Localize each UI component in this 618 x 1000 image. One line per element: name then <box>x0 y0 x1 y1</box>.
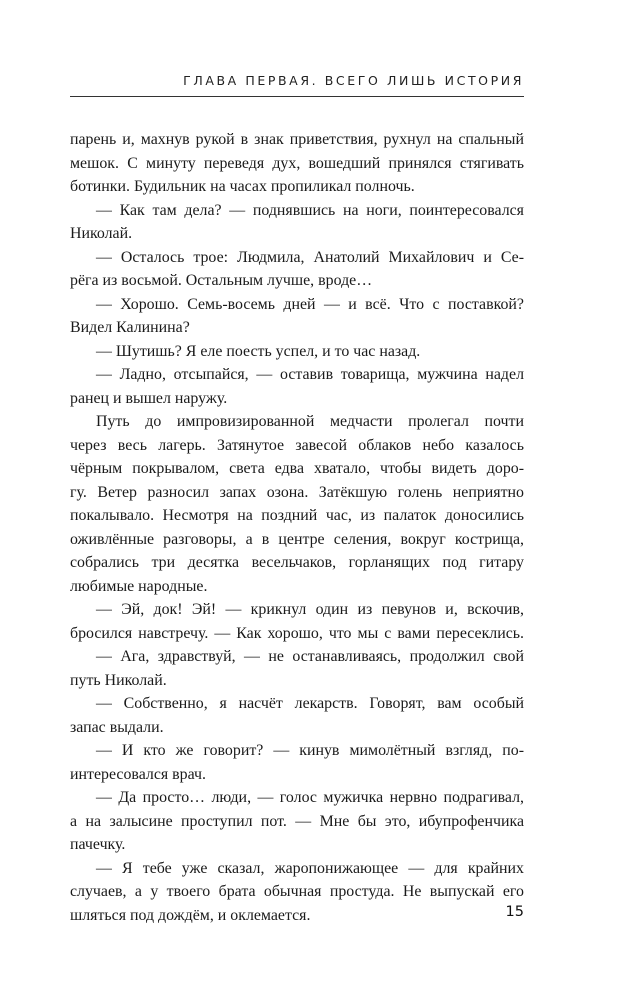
text-line: — Как там дела? — поднявшись на ноги, поинтересовался <box>96 201 524 219</box>
header-rule <box>70 96 524 97</box>
text-line: — Я тебе уже сказал, жаропонижающее — для крайних <box>96 859 524 877</box>
text-line: — Эй, док! Эй! — крикнул один из певунов и, вскочив, <box>96 601 524 618</box>
text-line: интересовался врач. <box>70 765 206 783</box>
text-line: любимые народные. <box>70 577 208 595</box>
text-line: мешок. С минуту переведя дух, вошедший принялся стягивать <box>70 154 524 172</box>
text-line: Путь до импровизированной медчасти пролегал почти <box>96 413 524 430</box>
body-text <box>70 128 524 927</box>
text-line: собрались три десятка весельчаков, горланящих под гитару <box>70 554 524 571</box>
text-line: покалывало. Несмотря на поздний час, из палаток доносились <box>70 507 524 524</box>
text-line: Николай. <box>70 225 133 242</box>
text-line: — Собственно, я насчёт лекарств. Говорят, вам особый <box>96 695 524 712</box>
text-line: случаев, а у твоего брата обычная простуда. Не выпускай его <box>70 883 524 900</box>
text-line: путь Николай. <box>70 671 167 689</box>
text-line: гу. Ветер разносил запах озона. Затёкшую голень неприятно <box>70 483 524 501</box>
page-number: 15 <box>505 904 524 920</box>
text-line: — Хорошо. Семь-восемь дней — и всё. Что с поставкой? <box>96 295 524 313</box>
text-line: рёга из восьмой. Остальным лучше, вроде… <box>70 272 373 289</box>
text-line: — Осталось трое: Людмила, Анатолий Михайлович и Се- <box>96 248 524 266</box>
text-line: бросился навстречу. — Как хорошо, что мы с вами пересеклись. <box>70 624 524 642</box>
text-line: чёрным покрывалом, света едва хватало, чтобы видеть доро- <box>70 460 524 477</box>
text-line: парень и, махнув рукой в знак приветствия, рухнул на спальный <box>70 131 524 148</box>
text-line: ранец и вышел наружу. <box>70 389 228 407</box>
text-line: шляться под дождём, и оклемается. <box>70 906 311 924</box>
text-line: — Ага, здравствуй, — не останавливаясь, продолжил свой <box>96 648 524 665</box>
text-line: — Да просто… люди, — голос мужичка нервно подрагивал, <box>96 789 524 806</box>
text-line: Видел Калинина? <box>70 319 190 336</box>
text-line: — Ладно, отсыпайся, — оставив товарища, мужчина надел <box>96 366 524 383</box>
text-line: пачечку. <box>70 836 126 853</box>
text-line: ботинки. Будильник на часах пропиликал полночь. <box>70 178 415 195</box>
text-line: через весь лагерь. Затянутое завесой облаков небо казалось <box>70 436 524 454</box>
text-line: запас выдали. <box>70 718 164 736</box>
text-line: а на залысине проступил пот. — Мне бы это, ибупрофенчика <box>70 812 524 830</box>
running-head: ГЛАВА ПЕРВАЯ. ВСЕГО ЛИШЬ ИСТОРИЯ <box>183 73 524 88</box>
text-line: — Шутишь? Я еле поесть успел, и то час назад. <box>96 342 421 360</box>
text-line: — И кто же говорит? — кинув мимолётный взгляд, по- <box>96 742 524 759</box>
text-line: оживлённые разговоры, а в центре селения, вокруг кострища, <box>70 530 524 548</box>
